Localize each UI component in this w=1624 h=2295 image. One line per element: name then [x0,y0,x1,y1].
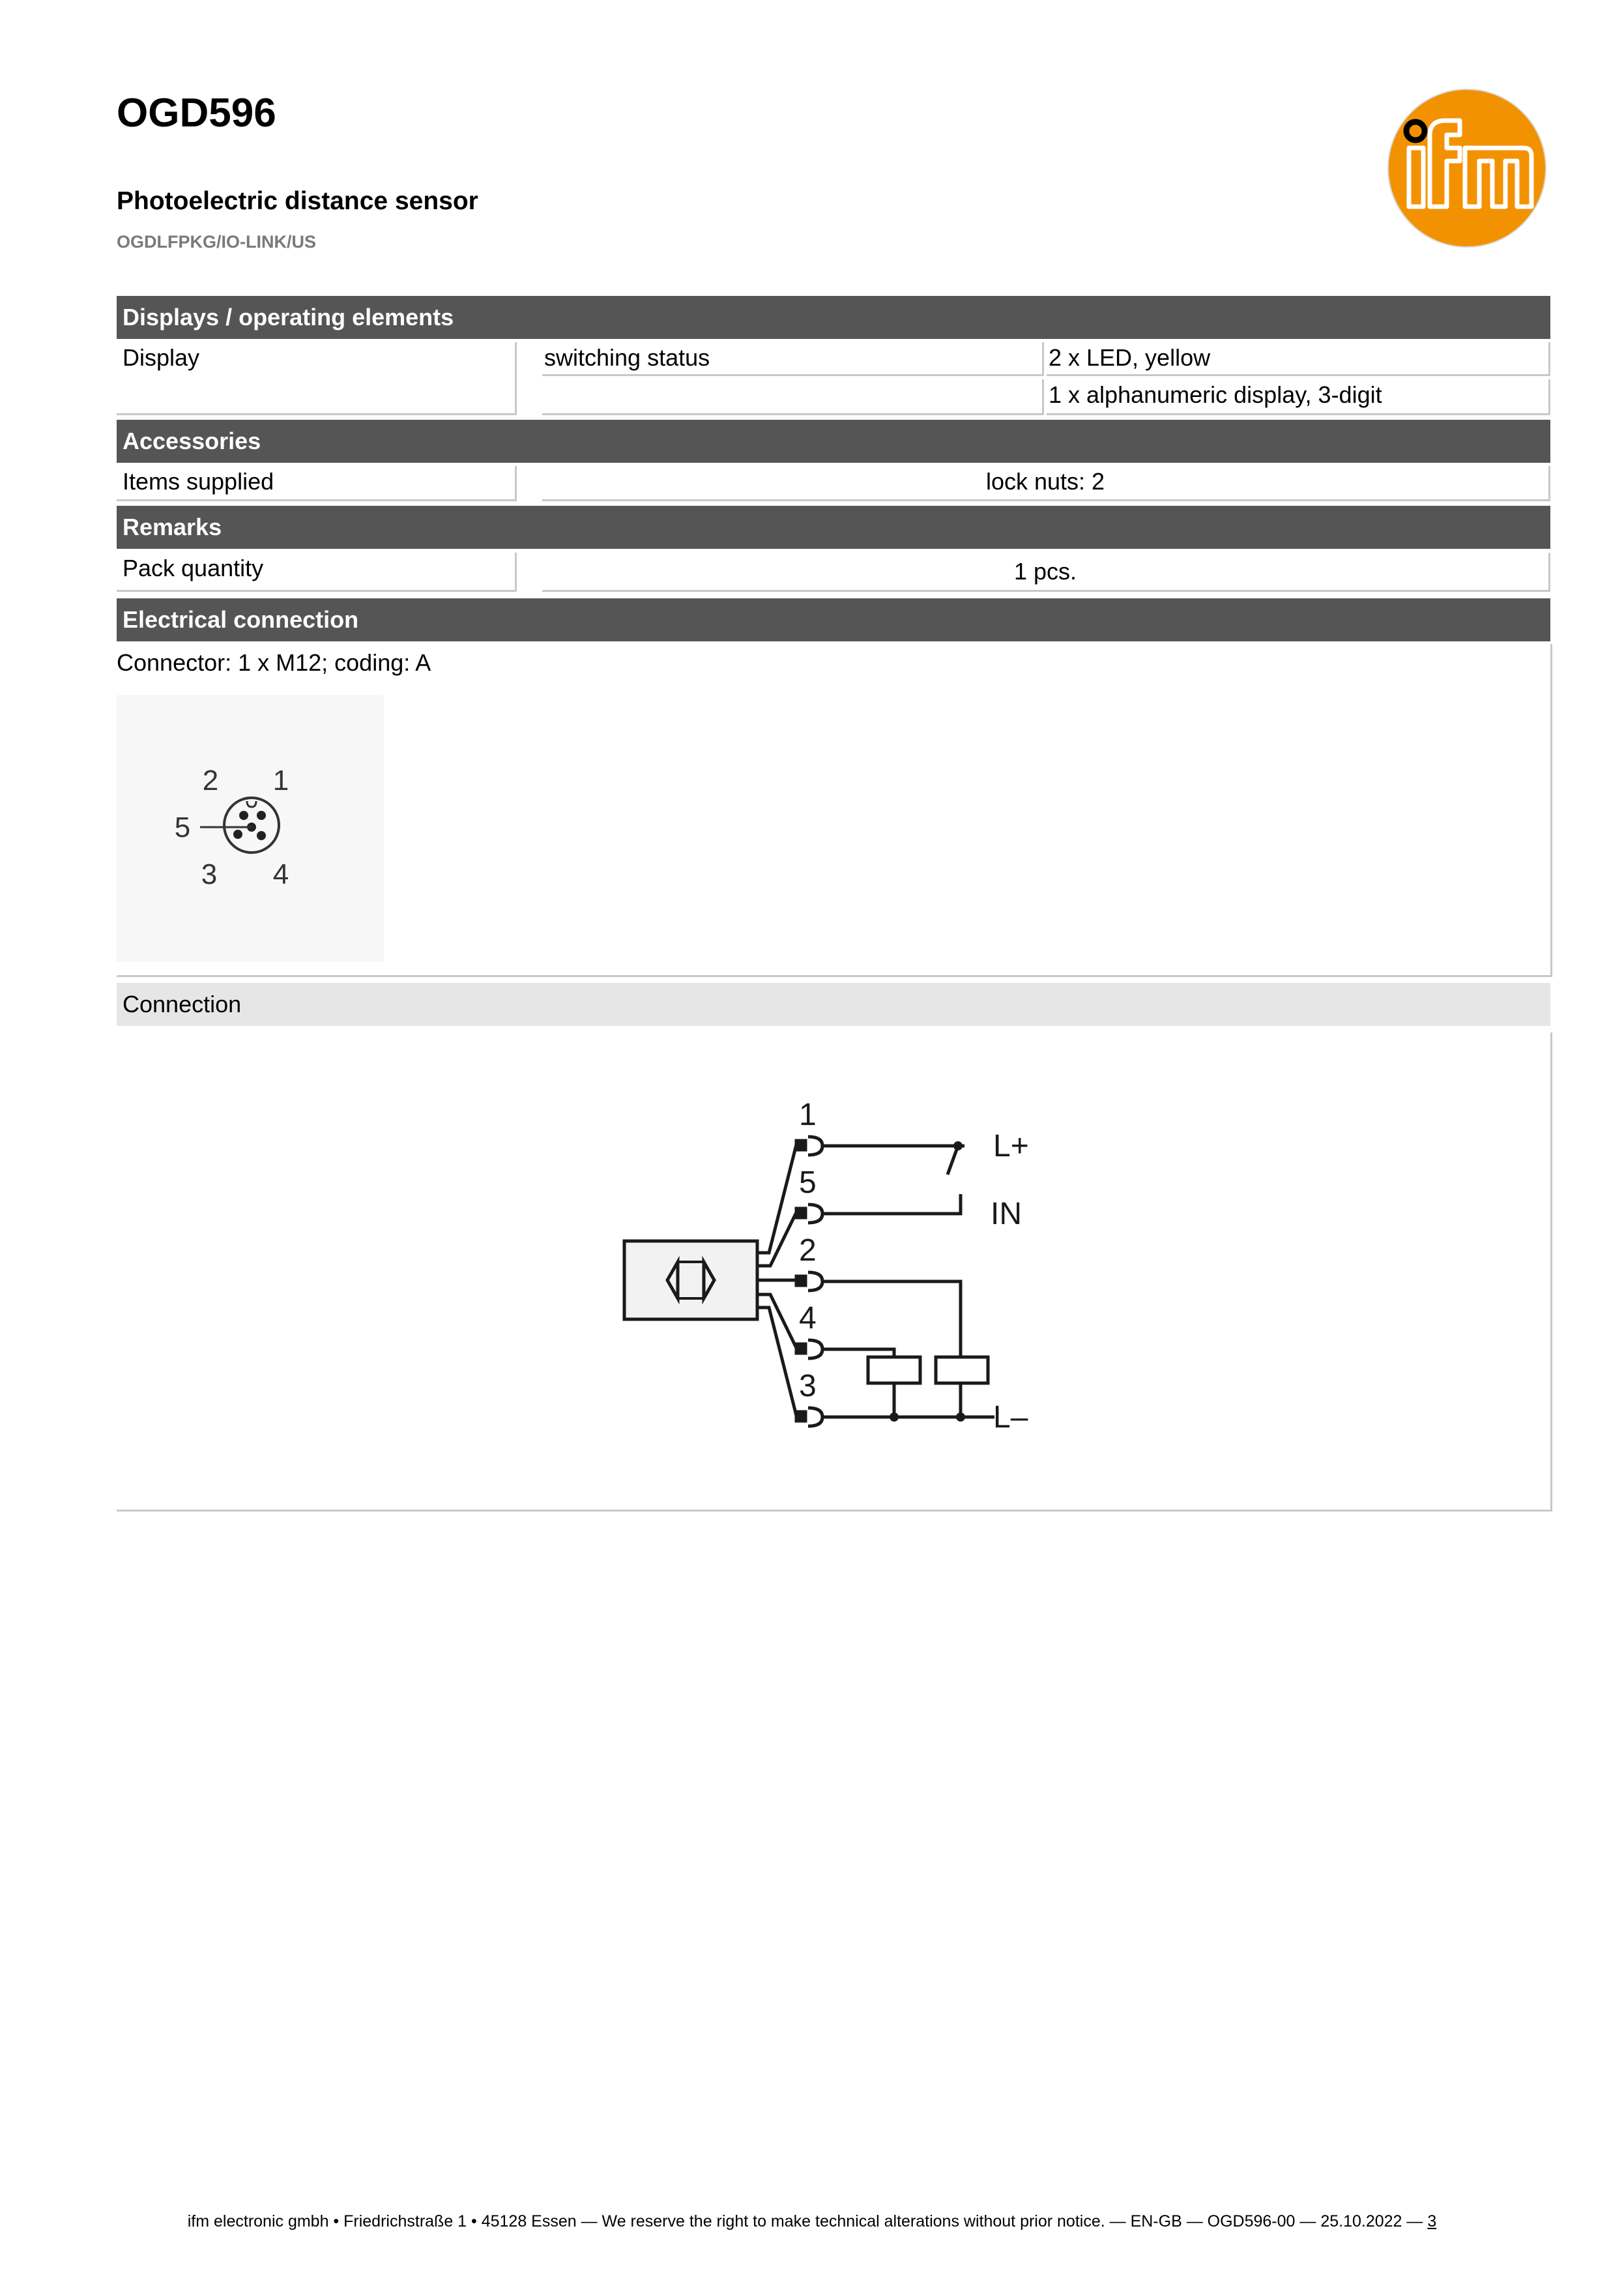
pin-2-dot [239,811,248,820]
sensor-body [624,1241,757,1319]
line-in [822,1194,961,1214]
wiring-diagram [613,1082,1069,1447]
wiring-pin-label-1: 1 [799,1098,817,1132]
pin-label-5: 5 [174,811,191,843]
page-number: 3 [1427,2212,1437,2230]
wiring-pin-label-5: 5 [799,1165,817,1200]
section-header-remarks: Remarks [117,506,1550,549]
items-supplied-label: Items supplied [117,466,517,501]
m12-connector-diagram [117,695,384,962]
items-supplied-value: lock nuts: 2 [542,466,1550,501]
terminal-label-l-plus: L+ [993,1129,1029,1163]
junction-l-plus [953,1141,963,1150]
product-code: OGDLFPKG/IO-LINK/US [117,232,316,252]
load-2 [936,1357,988,1383]
wire-pin-1 [757,1145,796,1253]
terminal-label-in: IN [991,1197,1022,1231]
pin-4-dot [257,831,266,840]
pack-quantity-label: Pack quantity [117,553,517,592]
section-header-electrical: Electrical connection [117,598,1550,641]
pack-quantity-value: 1 pcs. [542,553,1550,592]
display-value-led: 2 x LED, yellow [1047,342,1550,376]
connector-description: Connector: 1 x M12; coding: A [117,649,431,676]
wiring-pin-label-2: 2 [799,1233,817,1268]
pin-3-dot [233,830,242,839]
connection-subheader: Connection [117,983,1550,1026]
product-subtitle: Photoelectric distance sensor [117,187,478,215]
in-switch [948,1146,958,1175]
pin-label-3: 3 [201,858,218,890]
page-title: OGD596 [117,91,276,136]
load-1 [868,1357,920,1383]
page-footer [0,2212,1624,2231]
wiring-pin-label-4: 4 [799,1301,817,1336]
wire-pin-3 [757,1308,796,1416]
ifm-logo [1387,88,1547,248]
junction-l-minus-1 [890,1412,899,1422]
footer-text: ifm electronic gmbh • Friedrichstraße 1 • 45128 Essen — We reserve the right to make technical alterations without prior notice. — EN-GB — OGD596-00 — 25.10.2022 — [187,2212,1428,2230]
junction-l-minus-2 [956,1412,965,1422]
section-header-displays: Displays / operating elements [117,296,1550,339]
pin-label-1: 1 [272,765,289,797]
section-header-accessories: Accessories [117,420,1550,463]
display-sub-label-empty [542,379,1044,415]
pin-label-4: 4 [272,858,289,890]
load-ground-links [894,1383,961,1417]
terminal-label-l-minus: L– [993,1400,1028,1435]
pin-label-2: 2 [202,765,219,797]
display-label: Display [117,342,517,415]
wiring-pin-label-3: 3 [799,1369,817,1403]
line-pin-2-load [822,1281,961,1357]
display-sub-label: switching status [542,342,1044,376]
pin-1-dot [257,811,266,820]
display-value-alphanumeric: 1 x alphanumeric display, 3-digit [1047,379,1550,415]
